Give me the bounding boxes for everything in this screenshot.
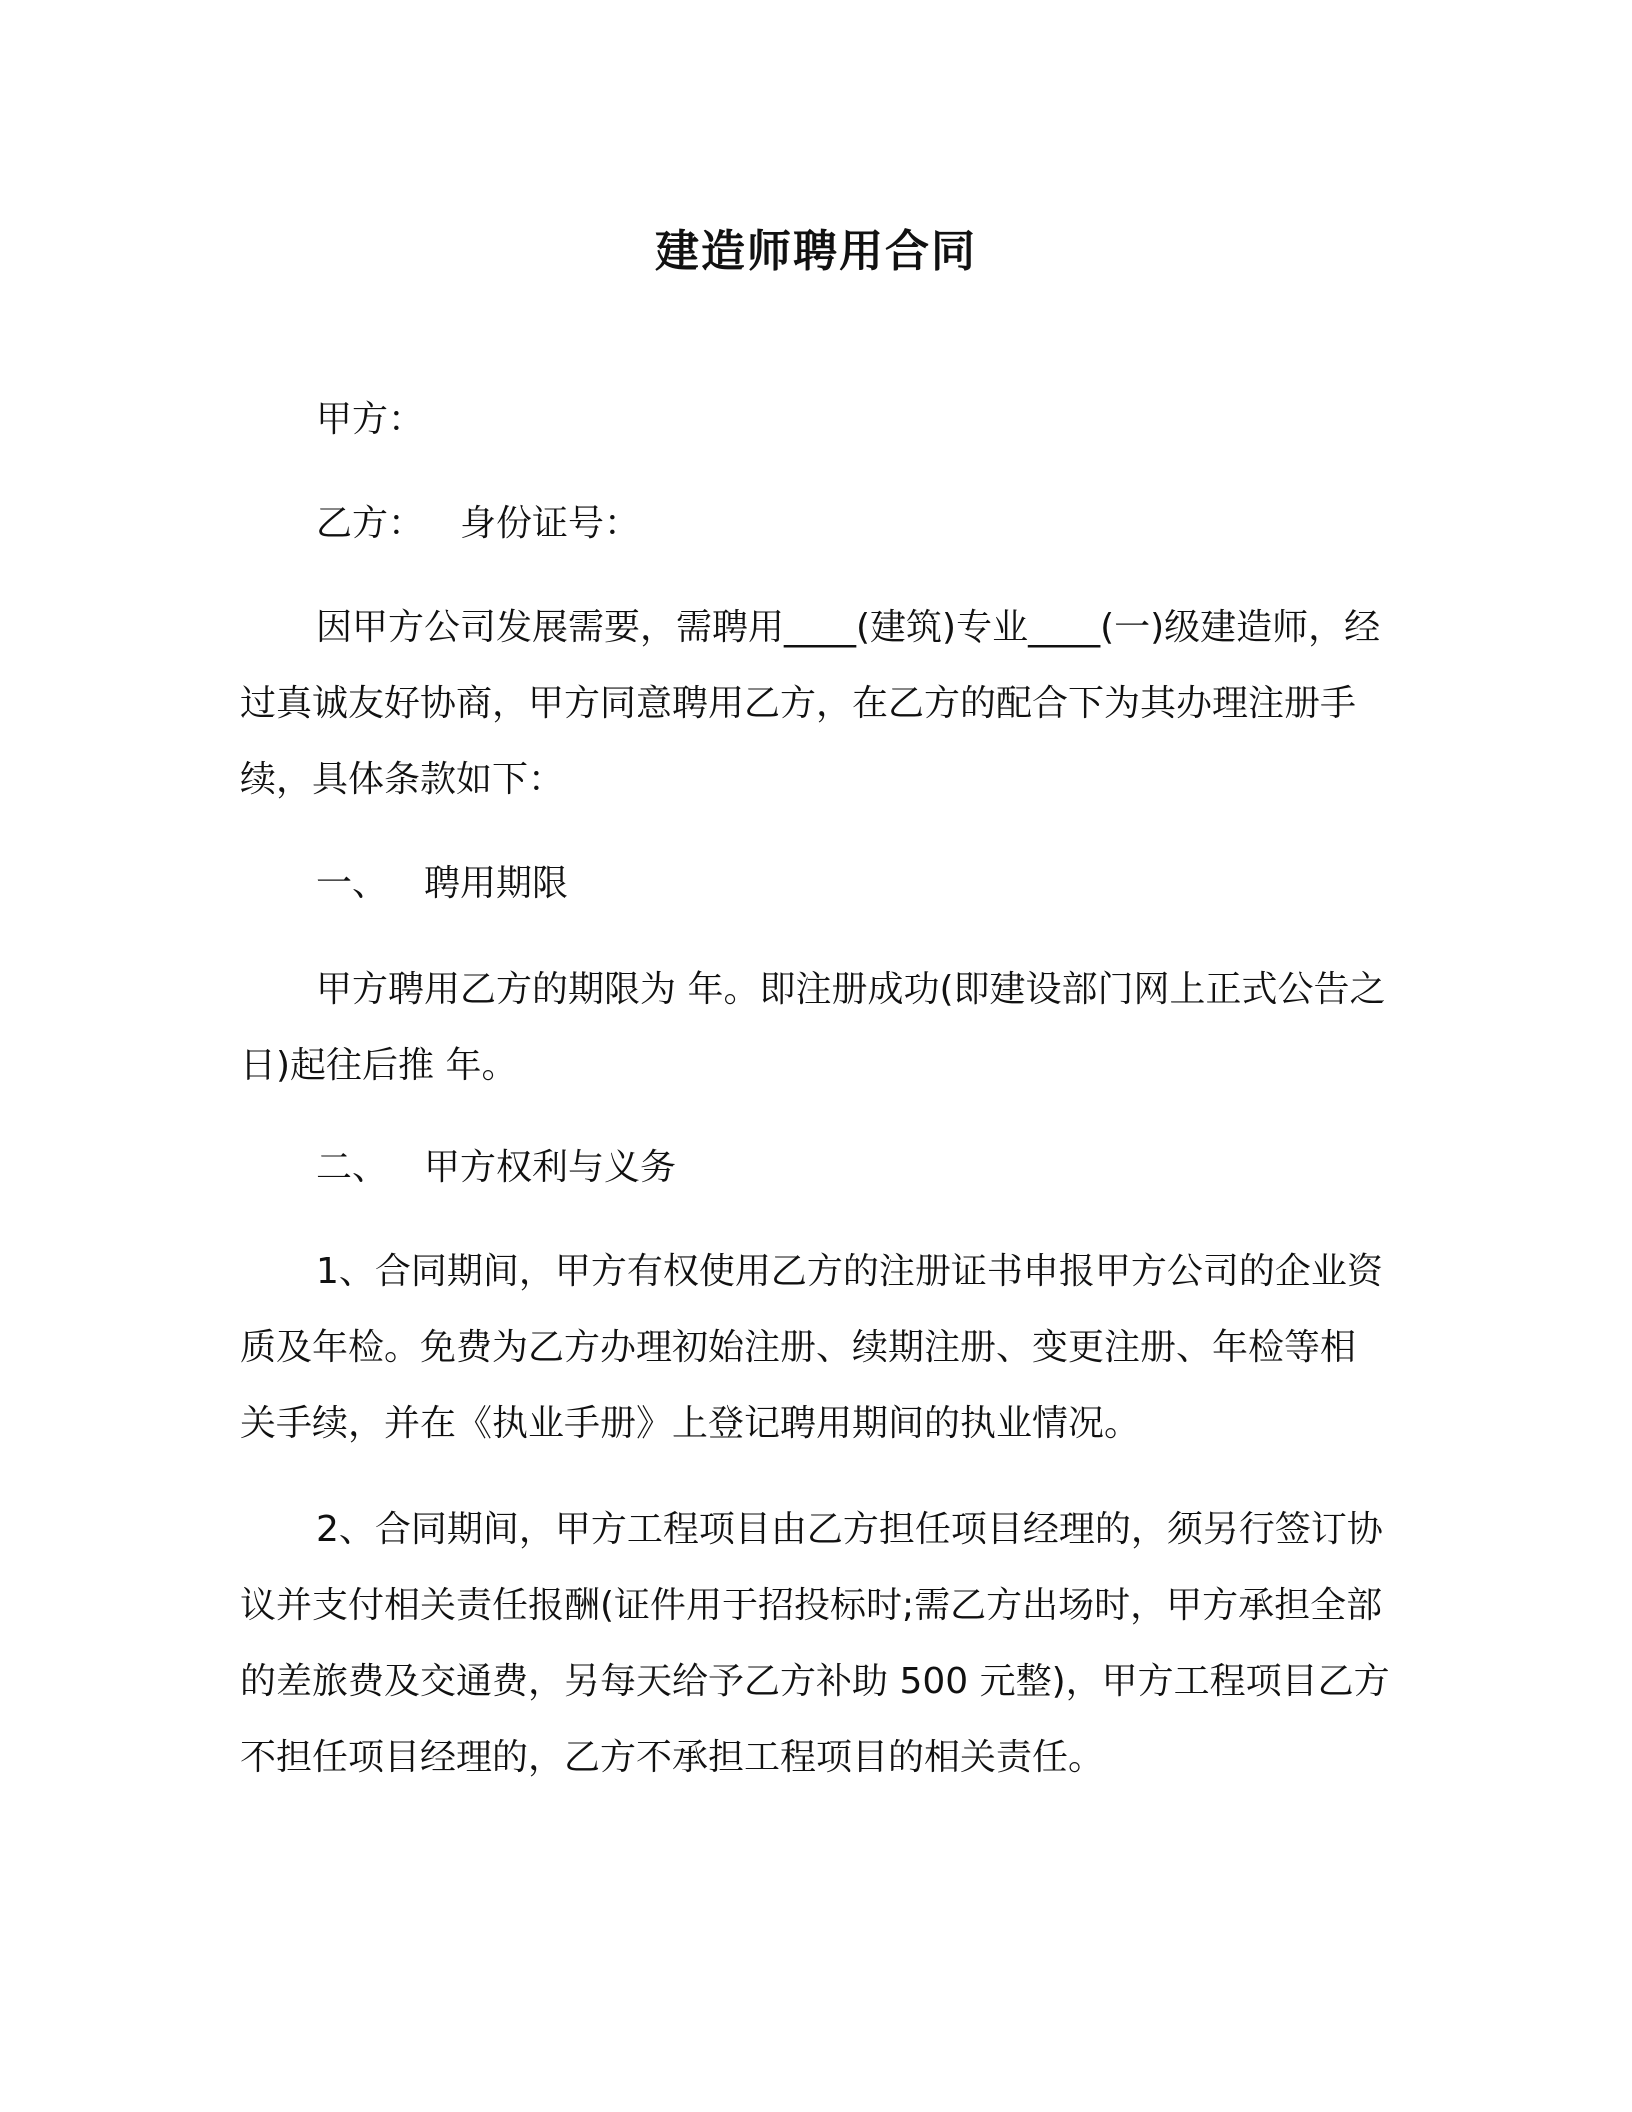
party-a-label: 甲方： xyxy=(316,399,425,440)
clause-1: 1、合同期间，甲方有权使用乙方的注册证书申报甲方公司的企业资质及年检。免费为乙方办理初始注册、续期注册、变更注册、年检等相关手续，并在《执业手册》上登记聘用期间的执业情况。 xyxy=(240,1251,1383,1444)
clause-2: 2、合同期间，甲方工程项目由乙方担任项目经理的，须另行签订协议并支付相关责任报酬(证件用于招投标时;需乙方出场时，甲方承担全部的差旅费及交通费，另每天给予乙方补助 500 元整)，甲方工程项目乙方不担任项目经理的，乙方不承担工程项目的相关责任。 xyxy=(240,1509,1390,1778)
party-a-line xyxy=(316,390,424,450)
party-b-line xyxy=(316,494,640,554)
party-b-label: 乙方： xyxy=(316,503,425,544)
section2-heading-text: 甲方权利与义务 xyxy=(424,1147,677,1188)
section2-heading-number: 二、 xyxy=(316,1147,389,1188)
section1-heading-text: 聘用期限 xyxy=(424,863,569,904)
document-title: 建造师聘用合同 xyxy=(655,226,977,277)
section1-body: 甲方聘用乙方的期限为 年。即注册成功(即建设部门网上正式公告之日)起往后推 年。 xyxy=(240,969,1386,1086)
party-b-id-label: 身份证号： xyxy=(460,503,641,544)
intro-paragraph: 因甲方公司发展需要，需聘用____(建筑)专业____(一)级建造师，经过真诚友好协商，甲方同意聘用乙方，在乙方的配合下为其办理注册手续，具体条款如下： xyxy=(240,607,1381,800)
section1-heading xyxy=(316,854,568,914)
section1-heading-number: 一、 xyxy=(316,863,389,904)
section2-heading xyxy=(316,1138,676,1198)
